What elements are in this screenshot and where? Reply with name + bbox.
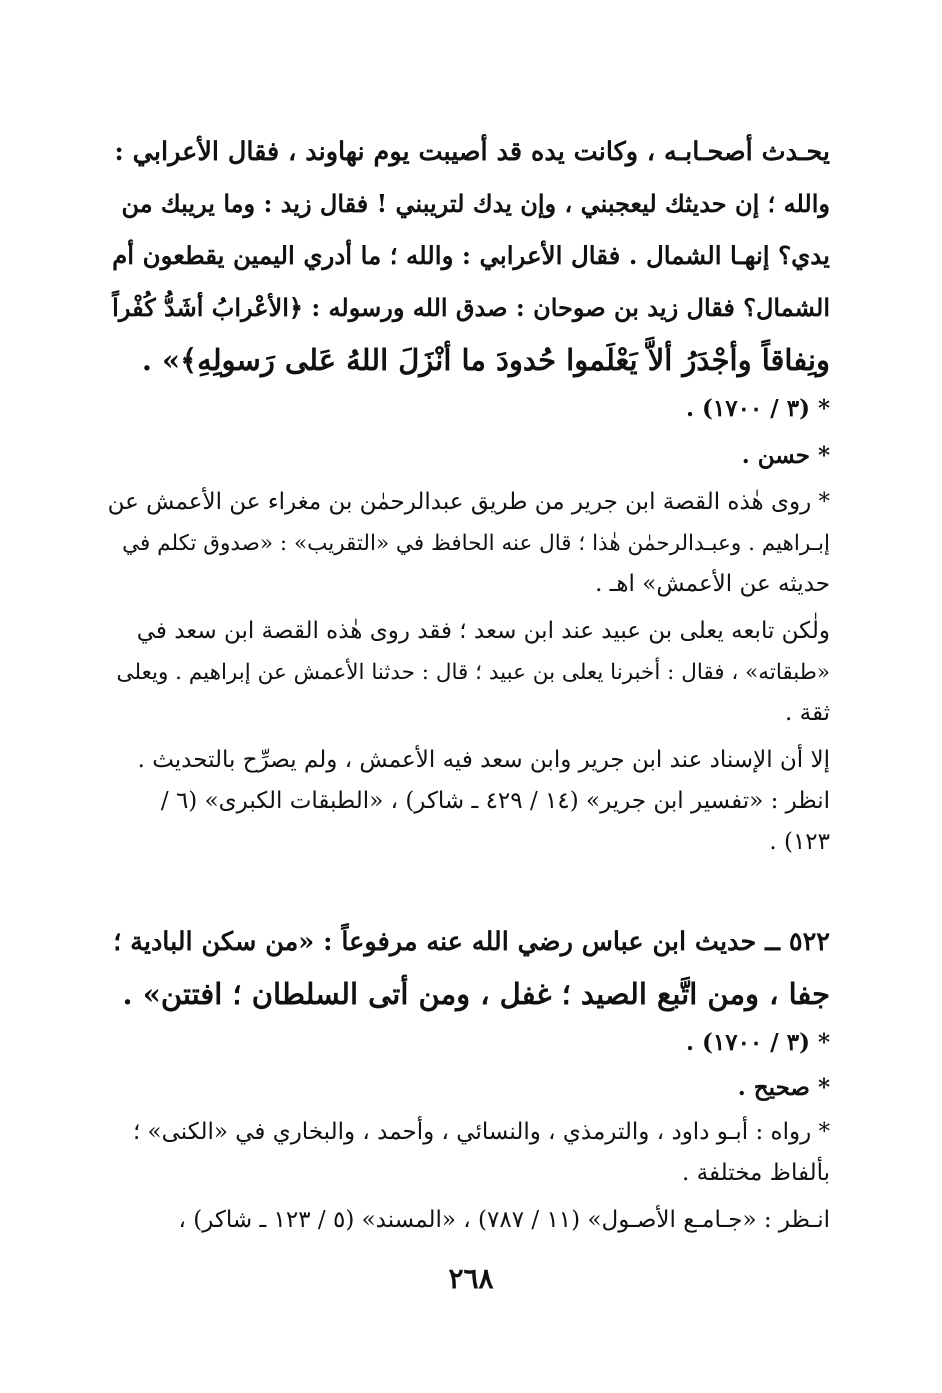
main-line: يحـدث أصحـابـه ، وكانت يده قد أصيبت يوم نهاوند ، فقال الأعرابي : xyxy=(114,137,830,167)
footnotes-block-2 xyxy=(108,1022,830,1241)
footnotes-block-1 xyxy=(108,388,830,863)
grade-note: * حسن . xyxy=(741,442,830,469)
note-line: * رواه : أبـو داود ، والترمذي ، والنسائي ، وأحمد ، والبخاري في «الكنى» ؛ xyxy=(132,1119,830,1145)
note-line: إلا أن الإسناد عند ابن جرير وابن سعد فيه الأعمش ، ولم يصرِّح بالتحديث . xyxy=(137,747,830,773)
scan-speck xyxy=(60,1300,66,1304)
note-line: ١٢٣) . xyxy=(769,829,830,855)
note-line: انـظر : «جـامـع الأصـول» (١١ / ٧٨٧) ، «المسند» (٥ / ١٢٣ ـ شاكر) ، xyxy=(178,1207,830,1233)
main-line: ونِفاقاً وأجْدَرُ ألاَّ يَعْلَموا حُدودَ ما أنْزَلَ اللهُ عَلى رَسولِهِ﴾» . xyxy=(141,343,830,377)
note-line: انظر : «تفسير ابن جرير» (١٤ / ٤٢٩ ـ شاكر) ، «الطبقات الكبرى» (٦ / xyxy=(160,788,830,814)
note-paragraph xyxy=(108,1200,830,1241)
note-paragraph xyxy=(108,611,830,734)
note-line: * روى هٰذه القصة ابن جرير من طريق عبدالرحمٰن بن مغراء عن الأعمش عن xyxy=(107,489,830,515)
note-line: إبـراهيم . وعبـدالرحمٰن هٰذا ؛ قال عنه الحافظ في «التقريب» : «صدوق تكلم في xyxy=(122,531,830,556)
reference-note: * (٣ / ١٧٠٠) . xyxy=(685,395,830,422)
note-paragraph xyxy=(108,482,830,605)
main-text-block-2 xyxy=(108,916,830,1020)
note-line: ولٰكن تابعه يعلى بن عبيد عند ابن سعد ؛ فقد روى هٰذه القصة ابن سعد في xyxy=(136,618,830,644)
main-line: يدي؟ إنهـا الشمال . فقال الأعرابي : والله ؛ ما أدري اليمين يقطعون أم xyxy=(112,241,830,270)
main-line: والله ؛ إن حديثك ليعجبني ، وإن يدك لتريبني ! فقال زيد : وما يريبك من xyxy=(121,189,830,218)
page-number: ٢٦٨ xyxy=(448,1262,494,1295)
note-paragraph xyxy=(108,740,830,863)
main-line: الشمال؟ فقال زيد بن صوحان : صدق الله ورسوله : ﴿الأعْرابُ أشَدُّ كُفْراً xyxy=(112,293,830,322)
note-line: حديثه عن الأعمش» اهـ . xyxy=(595,571,830,597)
main-line: جفا ، ومن اتَّبع الصيد ؛ غفل ، ومن أتى السلطان ؛ افتتن» . xyxy=(122,977,830,1011)
note-line: ثقة . xyxy=(785,700,830,726)
reference-note: * (٣ / ١٧٠٠) . xyxy=(685,1029,830,1056)
main-text-block-1 xyxy=(108,126,830,386)
note-line: «طبقاته» ، فقال : أخبرنا يعلى بن عبيد ؛ قال : حدثنا الأعمش عن إبراهيم . ويعلى xyxy=(116,660,830,685)
grade-note: * صحيح . xyxy=(737,1074,830,1101)
hadith-heading-line: ٥٢٢ ــ حديث ابن عباس رضي الله عنه مرفوعاً : «من سكن البادية ؛ xyxy=(113,927,830,957)
note-line: بألفاظ مختلفة . xyxy=(682,1160,830,1186)
note-paragraph xyxy=(108,1112,830,1194)
